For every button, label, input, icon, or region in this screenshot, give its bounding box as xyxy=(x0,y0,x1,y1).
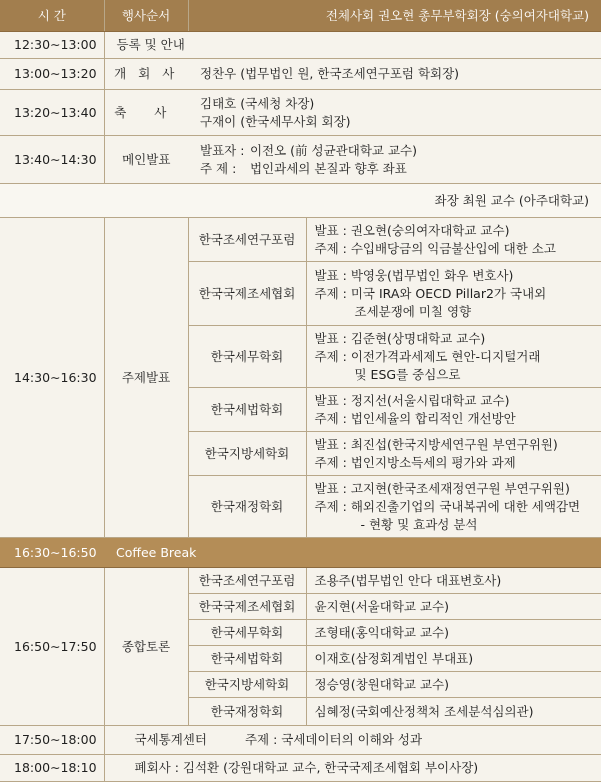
topic-text: 법인과세의 본질과 향후 좌표 xyxy=(250,161,407,176)
event-detail: 정찬우 (법무법인 원, 한국조세연구포럼 학회장) xyxy=(188,59,601,90)
society-name: 한국재정학회 xyxy=(188,476,306,538)
time-cell: 18:00∼18:10 xyxy=(0,755,104,782)
schedule-row xyxy=(0,59,601,90)
event-title: 주제발표 xyxy=(104,218,188,538)
topic-text: 법인지방소득세의 평가와 과제 xyxy=(351,455,516,470)
presentation-detail xyxy=(306,476,601,538)
society-name: 한국조세연구포럼 xyxy=(188,218,306,262)
presentation-detail xyxy=(306,326,601,388)
time-cell: 13:00∼13:20 xyxy=(0,59,104,90)
time-cell: 14:30∼16:30 xyxy=(0,218,104,538)
time-cell: 16:30∼16:50 xyxy=(0,538,104,568)
time-cell: 12:30∼13:00 xyxy=(0,32,104,59)
presenter-name: 권오현(숭의여자대학교 교수) xyxy=(351,223,510,238)
chair-row xyxy=(0,184,601,218)
topic-text: 및 ESG를 중심으로 xyxy=(315,366,601,384)
presenter-label: 발표 : xyxy=(315,268,347,283)
society-name: 한국국제조세협회 xyxy=(188,262,306,326)
society-name: 한국국제조세협회 xyxy=(188,594,306,620)
topic-label: 주제 : xyxy=(315,241,347,256)
presenter-name: 고지현(한국조세재정연구원 부연구위원) xyxy=(351,481,570,496)
time-header: 시 간 xyxy=(0,0,104,32)
society-name: 한국재정학회 xyxy=(188,698,306,726)
event-detail xyxy=(188,136,601,184)
society-name: 한국세법학회 xyxy=(188,646,306,672)
event-title: 종합토론 xyxy=(104,568,188,726)
presenter-label: 발표 : xyxy=(315,437,347,452)
panelist-name: 조형태(홍익대학교 교수) xyxy=(306,620,601,646)
presentation-detail xyxy=(306,218,601,262)
presenter-name: 박영웅(법무법인 화우 변호사) xyxy=(351,268,514,283)
order-header: 행사순서 xyxy=(104,0,188,32)
panelist-name: 조용주(법무법인 안다 대표변호사) xyxy=(306,568,601,594)
topic-label: 주제 : xyxy=(315,455,347,470)
stats-cell xyxy=(104,726,601,755)
schedule-row xyxy=(0,32,601,59)
session-chair: 좌장 최원 교수 (아주대학교) xyxy=(0,184,601,218)
presentation-detail xyxy=(306,262,601,326)
panelist-name: 정승영(창원대학교 교수) xyxy=(306,672,601,698)
society-name: 한국지방세학회 xyxy=(188,432,306,476)
presenter-label: 발표 : xyxy=(315,331,347,346)
schedule-row xyxy=(0,568,601,594)
topic-label: 주 제 : xyxy=(200,160,246,178)
topic-text: 해외진출기업의 국내복귀에 대한 세액감면 xyxy=(351,499,580,514)
presentation-detail xyxy=(306,432,601,476)
topic-text: 법인세율의 합리적인 개선방안 xyxy=(351,411,516,426)
schedule-row xyxy=(0,755,601,782)
presenter-name: 정지선(서울시립대학교 교수) xyxy=(351,393,510,408)
schedule-row xyxy=(0,218,601,262)
presenter-label: 발표 : xyxy=(315,223,347,238)
event-detail xyxy=(188,90,601,136)
coffee-break-label: Coffee Break xyxy=(104,538,601,568)
header-row xyxy=(0,0,601,32)
panelist-name: 윤지현(서울대학교 교수) xyxy=(306,594,601,620)
presentation-detail xyxy=(306,388,601,432)
time-cell: 17:50∼18:00 xyxy=(0,726,104,755)
panelist-name: 이재호(삼정회계법인 부대표) xyxy=(306,646,601,672)
detail-line: 김태호 (국세청 차장) xyxy=(200,95,601,113)
topic-text: 조세분쟁에 미칠 영향 xyxy=(315,303,601,321)
schedule-row xyxy=(0,726,601,755)
topic-label: 주제 : xyxy=(315,499,347,514)
time-cell: 16:50∼17:50 xyxy=(0,568,104,726)
stats-topic: 주제 : 국세데이터의 이해와 성과 xyxy=(245,732,422,747)
presenter-name: 최진섭(한국지방세연구원 부연구위원) xyxy=(351,437,558,452)
society-name: 한국세법학회 xyxy=(188,388,306,432)
event-title: 개 회 사 xyxy=(104,59,188,90)
presenter-label: 발표자 : xyxy=(200,142,246,160)
schedule-row xyxy=(0,136,601,184)
registration-cell: 등록 및 안내 xyxy=(104,32,601,59)
presenter-name: 이전오 (前 성균관대학교 교수) xyxy=(250,143,417,158)
time-cell: 13:20∼13:40 xyxy=(0,90,104,136)
topic-text: 미국 IRA와 OECD Pillar2가 국내외 xyxy=(351,286,546,301)
society-name: 한국세무학회 xyxy=(188,326,306,388)
presenter-name: 김준현(상명대학교 교수) xyxy=(351,331,485,346)
topic-text: 이전가격과세제도 현안-디지털거래 xyxy=(351,349,541,364)
event-title: 메인발표 xyxy=(104,136,188,184)
topic-label: 주제 : xyxy=(315,411,347,426)
overall-chair: 전체사회 권오현 총무부학회장 (숭의여자대학교) xyxy=(188,0,601,32)
society-name: 한국지방세학회 xyxy=(188,672,306,698)
presenter-label: 발표 : xyxy=(315,481,347,496)
topic-text: - 현황 및 효과성 분석 xyxy=(315,516,601,534)
society-name: 한국조세연구포럼 xyxy=(188,568,306,594)
event-title: 축 사 xyxy=(104,90,188,136)
closing-cell: 폐회사 : 김석환 (강원대학교 교수, 한국국제조세협회 부이사장) xyxy=(104,755,601,782)
presenter-label: 발표 : xyxy=(315,393,347,408)
time-cell: 13:40∼14:30 xyxy=(0,136,104,184)
topic-text: 수입배당금의 익금불산입에 대한 소고 xyxy=(351,241,556,256)
coffee-break-row xyxy=(0,538,601,568)
panelist-name: 심혜정(국회예산정책처 조세분석심의관) xyxy=(306,698,601,726)
detail-line: 구재이 (한국세무사회 회장) xyxy=(200,113,601,131)
schedule-row xyxy=(0,90,601,136)
topic-label: 주제 : xyxy=(315,349,347,364)
stats-org: 국세통계센터 xyxy=(135,732,207,747)
topic-label: 주제 : xyxy=(315,286,347,301)
society-name: 한국세무학회 xyxy=(188,620,306,646)
